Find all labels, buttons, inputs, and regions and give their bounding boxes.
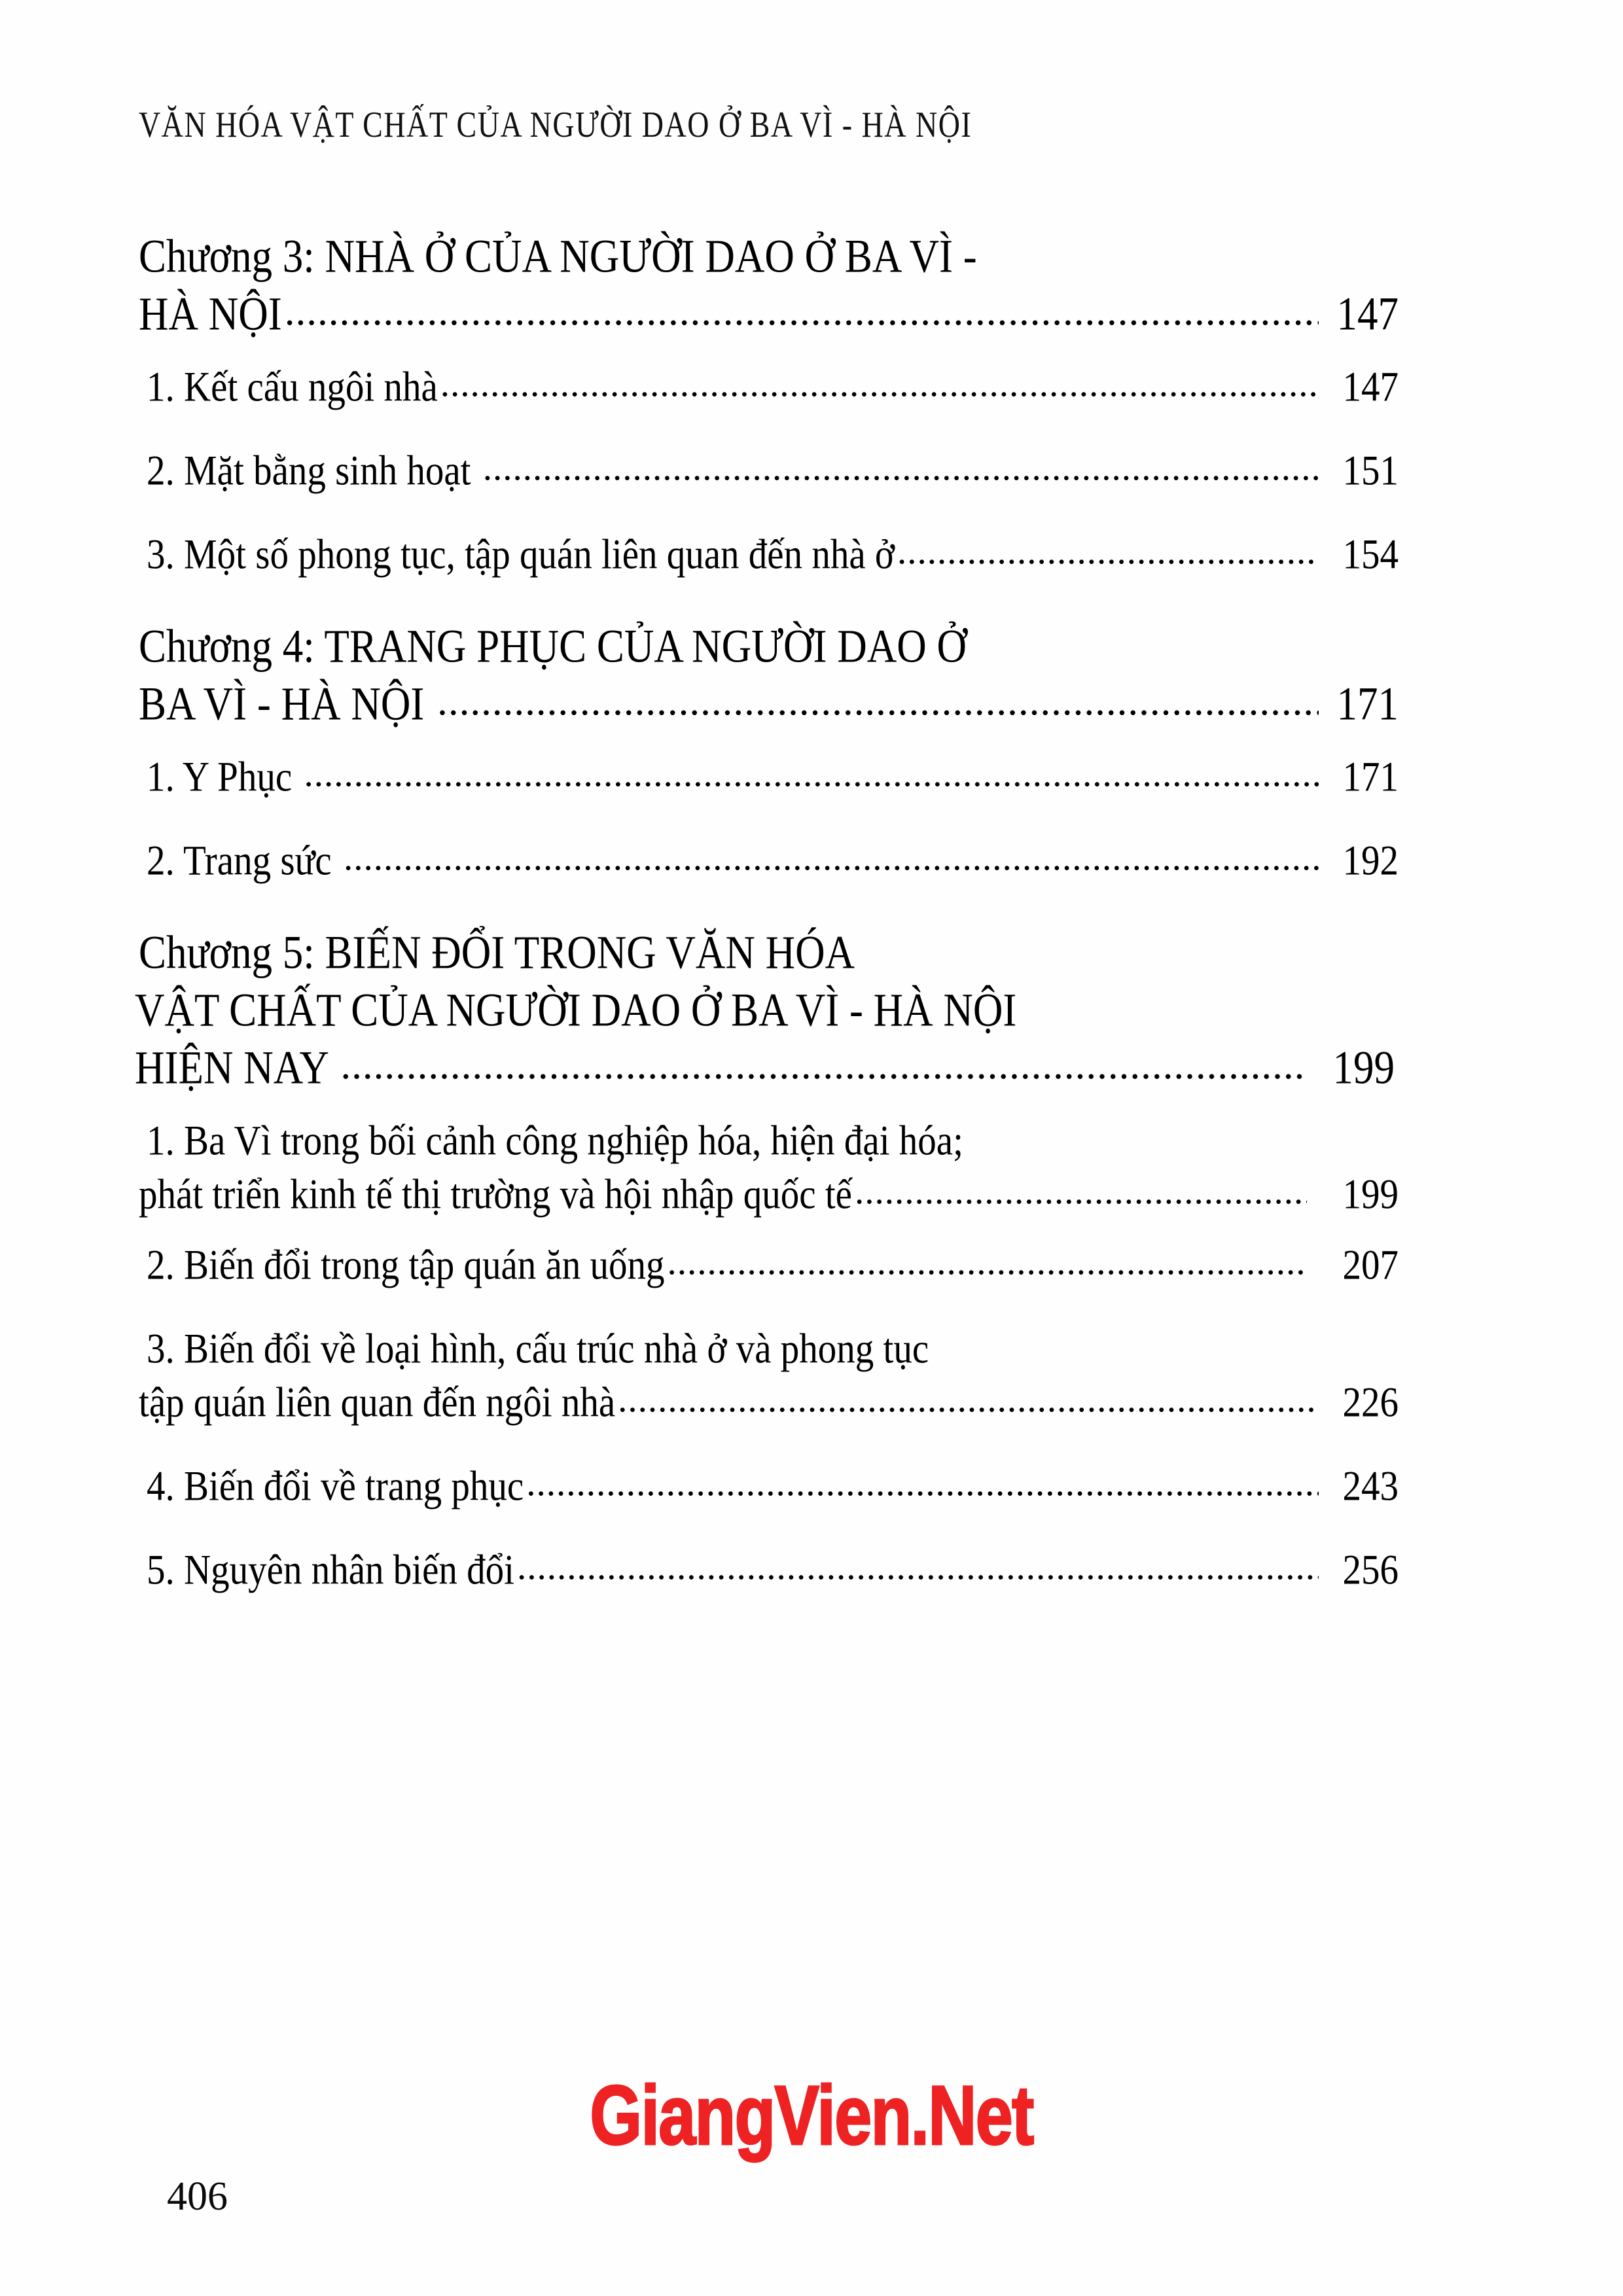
toc-line — [147, 1233, 1399, 1289]
toc-page-number: 171 — [1336, 677, 1399, 730]
toc-entry-title-line2: BA VÌ - HÀ NỘI — [139, 677, 435, 730]
toc-line — [147, 1454, 1399, 1508]
spacer — [0, 1216, 1623, 1233]
toc-entry-5-2[interactable] — [0, 1233, 1623, 1289]
toc-page-number: 151 — [1342, 447, 1399, 495]
toc-entry-title-line1: 1. Ba Vì trong bối cảnh công nghiệp hóa, hiện đại hóa; — [147, 1117, 963, 1165]
toc-page-number: 207 — [1342, 1241, 1399, 1289]
dot-leader — [285, 291, 1319, 332]
spacer — [0, 1091, 1623, 1108]
toc-entry-title-line1: 1. Kết cấu ngôi nhà — [147, 363, 438, 411]
watermark-giangvien: GiangVien.Net — [590, 2069, 1033, 2163]
toc-entry-title-line1: Chương 5: BIẾN ĐỔI TRONG VĂN HÓA — [139, 926, 855, 979]
spacer — [0, 882, 1623, 919]
toc-entry-title-line1: 1. Y Phục — [147, 753, 302, 801]
toc-entry-title-line1: 3. Một số phong tục, tập quán liên quan đến nhà ở — [147, 531, 895, 578]
page-number-folio: 406 — [167, 2174, 228, 2219]
toc-entry-title-line2: tập quán liên quan đến ngôi nhà — [139, 1379, 616, 1426]
spacer — [0, 1286, 1623, 1316]
spacer — [0, 798, 1623, 828]
toc-entry-title-line1: 2. Mặt bằng sinh hoạt — [147, 447, 480, 495]
toc-line — [139, 919, 1399, 979]
toc-page-number: 243 — [1342, 1462, 1399, 1510]
toc-line — [147, 1316, 1399, 1373]
spacer — [0, 492, 1623, 522]
toc-line — [139, 1370, 1399, 1424]
toc-entry-title-line2: VẬT CHẤT CỦA NGƯỜI DAO Ở BA VÌ - HÀ NỘI — [135, 983, 1017, 1036]
toc-line — [147, 355, 1399, 411]
dot-leader — [526, 1464, 1319, 1502]
toc-page-number: 199 — [1332, 1041, 1395, 1094]
spacer — [0, 576, 1623, 612]
toc-page-number: 171 — [1342, 753, 1399, 801]
toc-line — [139, 280, 1399, 338]
toc-entry-5-5[interactable] — [0, 1538, 1623, 1594]
dot-leader — [897, 533, 1319, 570]
toc-entry-4-2[interactable] — [0, 828, 1623, 885]
toc-page-number: 226 — [1342, 1379, 1399, 1426]
table-of-contents — [0, 222, 1623, 1594]
toc-line — [135, 976, 1395, 1034]
spacer — [0, 1508, 1623, 1538]
toc-page-number: 256 — [1342, 1546, 1399, 1594]
dot-leader — [340, 1044, 1303, 1086]
toc-line — [147, 1108, 1399, 1165]
toc-entry-title-line2: HÀ NỘI — [139, 287, 282, 340]
toc-line — [147, 438, 1399, 495]
toc-page-number: 199 — [1342, 1171, 1399, 1218]
toc-line — [147, 1538, 1399, 1594]
toc-entry-title-line1: Chương 3: NHÀ Ở CỦA NGƯỜI DAO Ở BA VÌ - — [139, 230, 977, 283]
dot-leader — [618, 1381, 1319, 1418]
toc-entry-5-4[interactable] — [0, 1454, 1623, 1508]
toc-page-number: 147 — [1336, 287, 1399, 340]
dot-leader — [437, 680, 1319, 722]
dot-leader — [517, 1548, 1319, 1585]
dot-leader — [440, 365, 1319, 402]
dot-leader — [855, 1173, 1307, 1210]
toc-entry-title-line1: 4. Biến đổi về trang phục — [147, 1462, 524, 1510]
dot-leader — [668, 1243, 1307, 1280]
toc-entry-title-line1: 2. Biến đổi trong tập quán ăn uống — [147, 1241, 665, 1289]
toc-entry-chapter-3[interactable] — [0, 222, 1623, 338]
toc-line — [139, 612, 1399, 673]
dot-leader — [483, 449, 1319, 486]
toc-page-number: 154 — [1342, 531, 1399, 578]
toc-entry-3-3[interactable] — [0, 522, 1623, 576]
toc-entry-3-1[interactable] — [0, 355, 1623, 411]
toc-page-number: 192 — [1342, 837, 1399, 885]
toc-entry-title-line2: phát triển kinh tế thị trường và hội nhập quốc tế — [139, 1171, 852, 1218]
dot-leader — [304, 755, 1319, 792]
toc-line — [147, 522, 1399, 576]
spacer — [0, 1424, 1623, 1454]
toc-line — [135, 1034, 1395, 1094]
spacer — [0, 338, 1623, 355]
toc-entry-title-line1: Chương 4: TRANG PHỤC CỦA NGƯỜI DAO Ở — [139, 620, 967, 673]
toc-line — [139, 1162, 1399, 1216]
toc-line — [147, 828, 1399, 885]
toc-entry-4-1[interactable] — [0, 745, 1623, 801]
toc-entry-5-3[interactable] — [0, 1316, 1623, 1424]
spacer — [0, 728, 1623, 745]
toc-line — [139, 670, 1399, 728]
toc-entry-title-line1: 5. Nguyên nhân biến đổi — [147, 1546, 514, 1594]
toc-line — [147, 745, 1399, 801]
spacer — [0, 408, 1623, 438]
toc-entry-title-line3: HIỆN NAY — [135, 1041, 338, 1094]
toc-page-number: 147 — [1342, 363, 1399, 411]
toc-entry-title-line1: 2. Trang sức — [147, 837, 341, 885]
running-header: VĂN HÓA VẬT CHẤT CỦA NGƯỜI DAO Ở BA VÌ - HÀ NỘI — [139, 104, 972, 145]
toc-line — [139, 222, 1399, 283]
toc-entry-5-1[interactable] — [0, 1108, 1623, 1216]
toc-entry-title-line1: 3. Biến đổi về loại hình, cấu trúc nhà ở và phong tục — [147, 1325, 929, 1373]
toc-entry-chapter-4[interactable] — [0, 612, 1623, 728]
toc-entry-chapter-5[interactable] — [0, 919, 1623, 1094]
dot-leader — [344, 839, 1319, 876]
toc-entry-3-2[interactable] — [0, 438, 1623, 495]
